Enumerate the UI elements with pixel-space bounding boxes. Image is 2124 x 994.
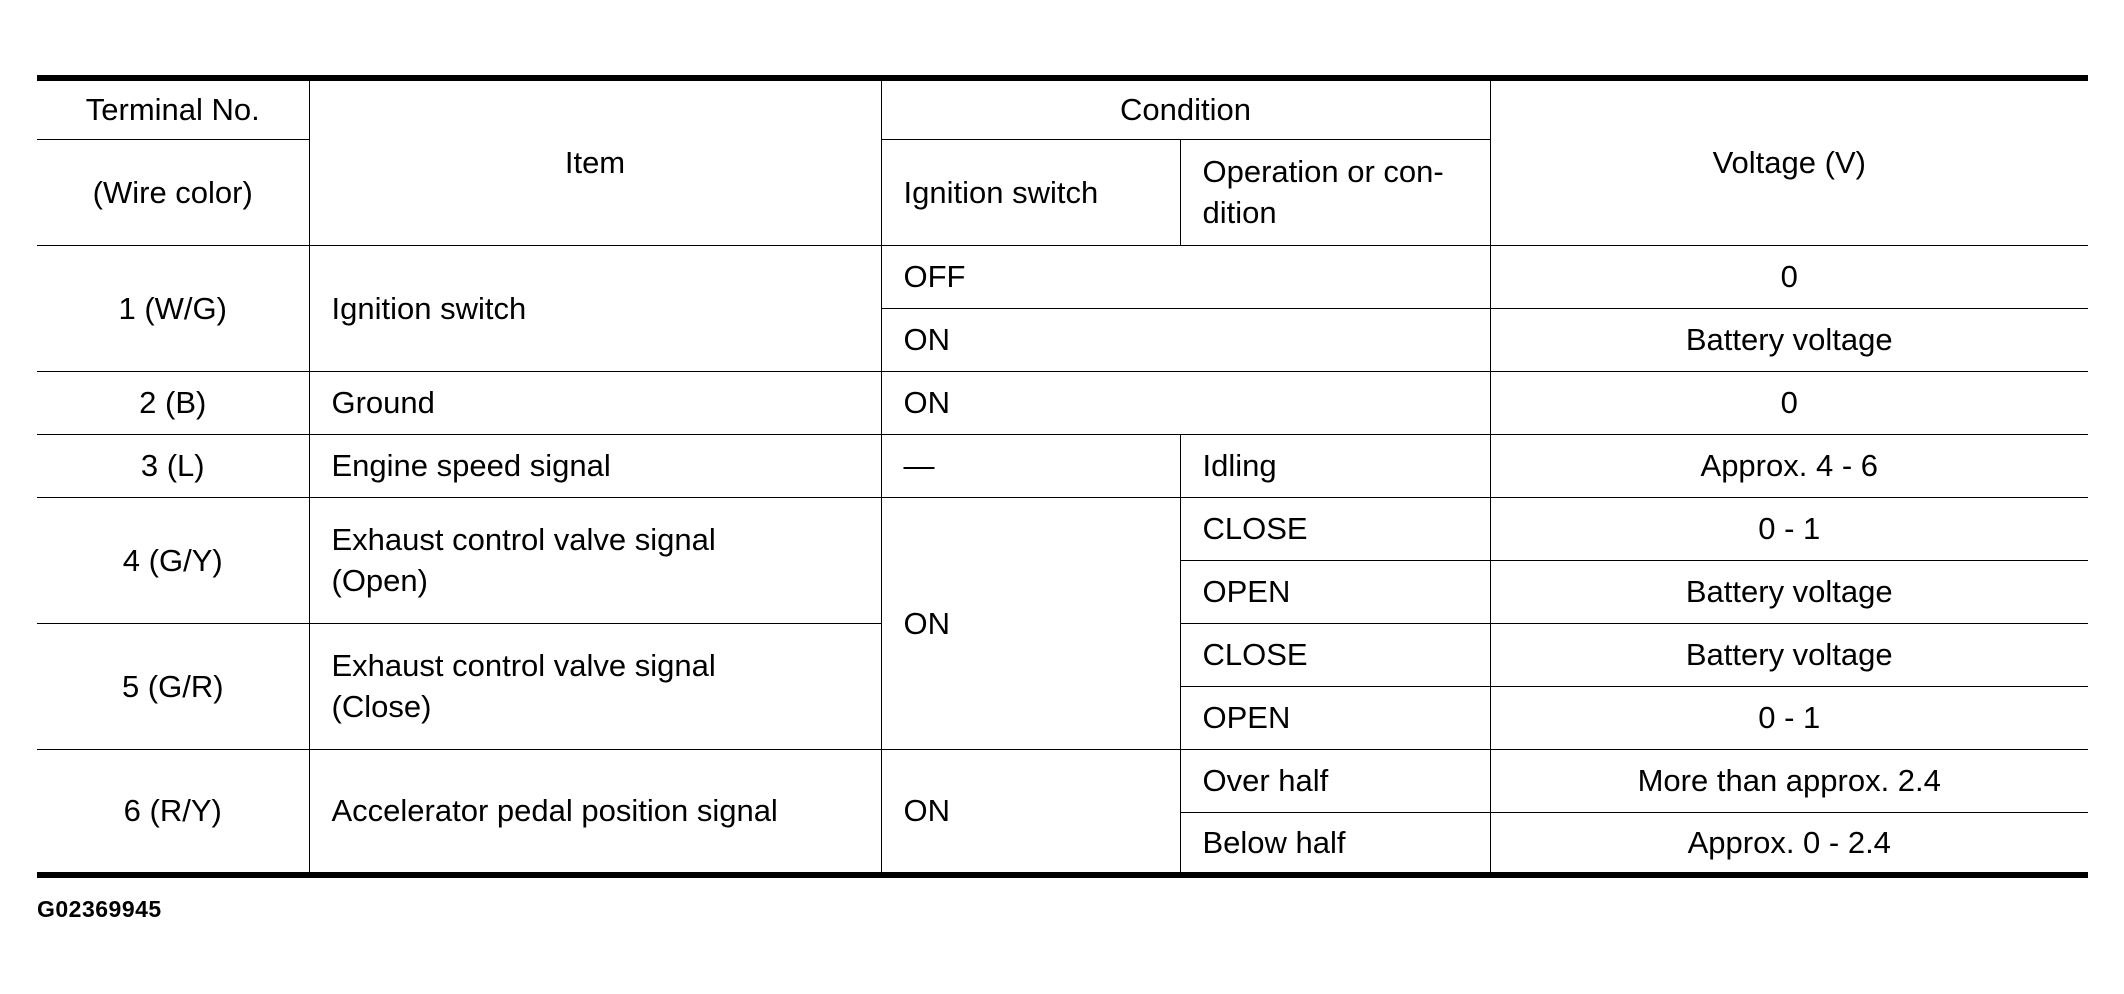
terminal-cell: 3 (L) — [37, 434, 309, 497]
voltage-cell: Battery voltage — [1490, 623, 2088, 686]
condition-cell: ON — [881, 308, 1490, 371]
condition-cell: OFF — [881, 245, 1490, 308]
table-row — [37, 245, 2088, 308]
header-voltage: Voltage (V) — [1490, 78, 2088, 245]
item-cell: Ignition switch — [309, 245, 881, 371]
operation-cell: Over half — [1180, 749, 1490, 812]
voltage-cell: More than approx. 2.4 — [1490, 749, 2088, 812]
item-cell — [309, 497, 881, 623]
ignition-cell: ON — [881, 497, 1180, 749]
item-cell: Engine speed signal — [309, 434, 881, 497]
terminal-cell: 5 (G/R) — [37, 623, 309, 749]
terminal-cell: 4 (G/Y) — [37, 497, 309, 623]
operation-cell: Below half — [1180, 812, 1490, 875]
header-terminal-no: Terminal No. — [37, 78, 309, 139]
ignition-cell: — — [881, 434, 1180, 497]
item-cell — [309, 623, 881, 749]
item-line-1: Exhaust control valve signal — [331, 648, 716, 683]
item-line-2: (Open) — [331, 563, 428, 598]
header-operation-line-2: dition — [1202, 195, 1277, 230]
table-row — [37, 434, 2088, 497]
voltage-cell: Approx. 0 - 2.4 — [1490, 812, 2088, 875]
operation-cell: OPEN — [1180, 560, 1490, 623]
header-wire-color: (Wire color) — [37, 139, 309, 245]
header-ignition-switch: Ignition switch — [881, 139, 1180, 245]
table-row — [37, 371, 2088, 434]
header-row-1 — [37, 78, 2088, 139]
voltage-cell: 0 - 1 — [1490, 686, 2088, 749]
voltage-cell: 0 — [1490, 245, 2088, 308]
terminal-cell: 2 (B) — [37, 371, 309, 434]
header-item: Item — [309, 78, 881, 245]
voltage-cell: 0 - 1 — [1490, 497, 2088, 560]
voltage-cell: Battery voltage — [1490, 308, 2088, 371]
header-condition: Condition — [881, 78, 1490, 139]
operation-cell: CLOSE — [1180, 623, 1490, 686]
operation-cell: CLOSE — [1180, 497, 1490, 560]
voltage-cell: 0 — [1490, 371, 2088, 434]
item-cell: Ground — [309, 371, 881, 434]
item-line-1: Exhaust control valve signal — [331, 522, 716, 557]
header-operation-or-condition — [1180, 139, 1490, 245]
item-cell: Accelerator pedal position signal — [309, 749, 881, 875]
terminal-cell: 1 (W/G) — [37, 245, 309, 371]
operation-cell: Idling — [1180, 434, 1490, 497]
voltage-cell: Battery voltage — [1490, 560, 2088, 623]
operation-cell: OPEN — [1180, 686, 1490, 749]
terminal-spec-table — [37, 75, 2088, 878]
ignition-cell: ON — [881, 749, 1180, 875]
terminal-cell: 6 (R/Y) — [37, 749, 309, 875]
header-operation-line-1: Operation or con- — [1202, 154, 1444, 189]
voltage-cell: Approx. 4 - 6 — [1490, 434, 2088, 497]
table-row — [37, 497, 2088, 560]
figure-id: G02369945 — [37, 896, 162, 922]
table-row — [37, 749, 2088, 812]
condition-cell: ON — [881, 371, 1490, 434]
item-line-2: (Close) — [331, 689, 432, 724]
